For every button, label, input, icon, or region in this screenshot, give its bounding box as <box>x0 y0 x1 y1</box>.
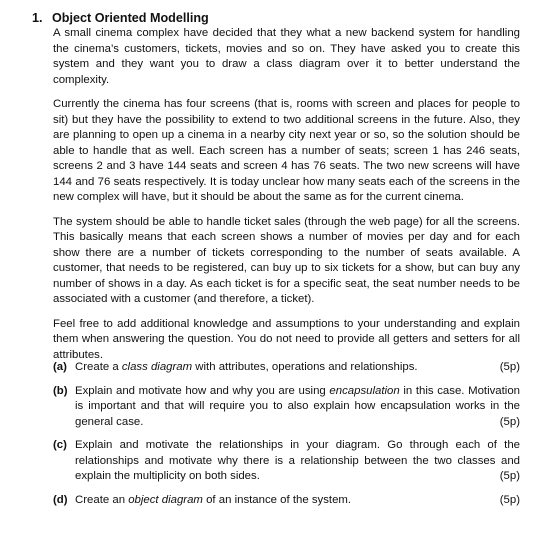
subquestion-emphasis: class diagram <box>121 361 193 373</box>
subquestion-marks: (5p) <box>499 361 520 373</box>
subquestion-marks: (5p) <box>499 470 520 482</box>
paragraph-assumptions: Feel free to add additional knowledge and assumptions to your understanding and explain them when answering the question. You do not need to provide all getters and setters for all attributes. <box>53 317 520 361</box>
paragraph-ticket-sales: The system should be able to handle ticket sales (through the web page) for all the screens. This basically means that each screen shows a number of movies per day and for each show there are a number of tickets corresponding to the number of seats available. A customer, that needs to be registered, can buy up to six tickets for a show, but can buy any number of shows in a day. As each ticket is for a specific seat, the seat number needs to be associated with a customer (and therefore, a ticket). <box>53 215 520 305</box>
subquestion-text-part: Create an <box>75 493 129 506</box>
subquestion-emphasis: encapsulation <box>329 384 400 397</box>
subquestion-c <box>53 438 520 485</box>
subquestion-label: (c) <box>53 439 67 451</box>
paragraph-screens: Currently the cinema has four screens (that is, rooms with screen and places for people to sit) but they have the possibility to extend to two additional screens in the future. Also, they are planning to open up a cinema in a nearby city next year or so, so the solution should be able to handle that as well. Each screen has a number of seats; screen 1 has 246 seats, screens 2 and 3 have 144 seats and screen 4 has 76 seats. The two new screens will have 144 and 76 seats respectively. It is today unclear how many seats each of the screens in the new complex will have, but it should be about the same as for the current cinema. <box>53 98 520 203</box>
question-body <box>53 26 520 372</box>
subquestion-text <box>75 384 520 431</box>
subquestion-label: (d) <box>53 493 68 506</box>
subquestion-text <box>75 360 520 376</box>
subquestion-list <box>53 360 520 516</box>
subquestion-text <box>75 493 520 509</box>
subquestion-d <box>53 493 520 509</box>
paragraph-intro: A small cinema complex have decided that they what a new backend system for handling the cinema’s customers, tickets, movies and so on. They have asked you to create this system and they want you to draw a class diagram over it to better understand the complexity. <box>53 27 520 86</box>
subquestion-label: (b) <box>53 384 68 397</box>
subquestion-text-part: of an instance of the system. <box>202 493 352 506</box>
subquestion-marks: (5p) <box>499 493 520 506</box>
subquestion-text-part: Explain and motivate how and why you are using <box>75 384 330 397</box>
subquestion-b <box>53 384 520 431</box>
subquestion-a <box>53 360 520 376</box>
question-title: Object Oriented Modelling <box>52 11 209 25</box>
subquestion-label: (a) <box>53 361 67 373</box>
subquestion-emphasis: object diagram <box>128 493 203 506</box>
subquestion-text <box>75 438 520 485</box>
question-number: 1. <box>32 11 43 25</box>
subquestion-text-part: with attributes, operations and relationships. <box>192 361 418 373</box>
question-heading <box>32 9 209 27</box>
subquestion-marks: (5p) <box>499 415 520 428</box>
subquestion-text-part: Create a <box>75 361 122 373</box>
subquestion-text-part: Explain and motivate the relationships in your diagram. Go through each of the relationships and motivate why there is a relationship between the two classes and explain the multiplicity on both sides. <box>75 439 520 482</box>
subquestion-text-part: in this case. Motivation is important and that will require you to also explain how encapsulation works in the general case. <box>75 384 520 428</box>
